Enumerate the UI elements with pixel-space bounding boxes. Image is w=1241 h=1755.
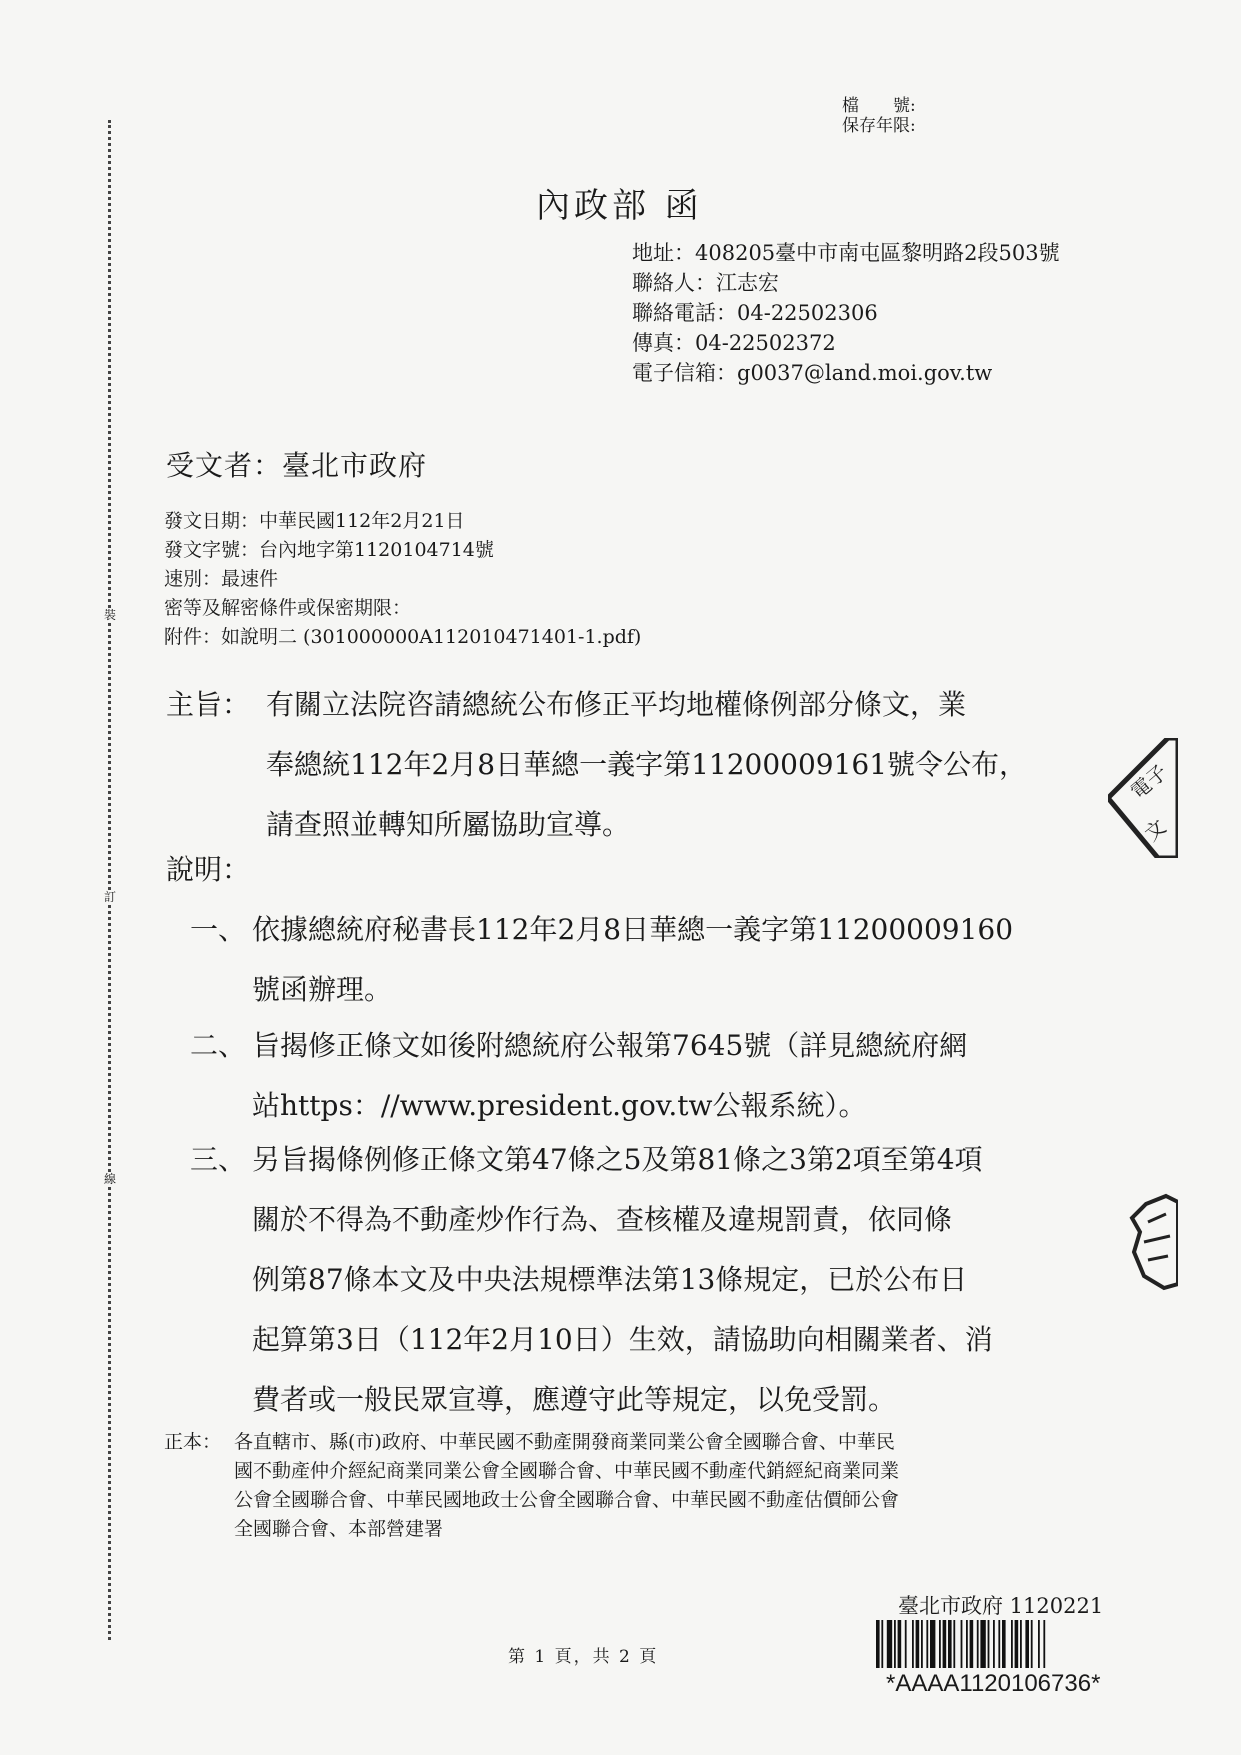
receipt-stamp-text: 臺北市政府 1120221 — [898, 1594, 1104, 1618]
barcode-bar — [993, 1620, 995, 1668]
barcode-bar — [961, 1620, 963, 1668]
barcode-bar — [1038, 1620, 1040, 1668]
barcode-bar — [926, 1620, 928, 1668]
barcode-bar — [943, 1620, 947, 1668]
explanation-label: 說明： — [166, 853, 251, 886]
copies-line: 國不動產仲介經紀商業同業公會全國聯合會、中華民國不動產代銷經紀商業同業 — [234, 1460, 900, 1482]
file-number-label: 檔 號: — [842, 96, 916, 116]
contact-person: 聯絡人：江志宏 — [632, 271, 779, 295]
item-text — [252, 1016, 1072, 1136]
issue-date: 發文日期：中華民國112年2月21日 — [164, 510, 465, 532]
barcode-bar — [977, 1620, 979, 1668]
item-line: 另旨揭條例修正條文第47條之5及第81條之3第2項至第4項 — [252, 1143, 983, 1176]
file-info — [842, 96, 916, 136]
document-meta — [164, 507, 641, 652]
contact-phone: 聯絡電話：04-22502306 — [632, 301, 878, 325]
delivery-speed: 速別：最速件 — [164, 568, 279, 590]
contact-fax: 傳真：04-22502372 — [632, 331, 836, 355]
subject-line: 有關立法院咨請總統公布修正平均地權條例部分條文，業 — [266, 688, 967, 721]
barcode-text: *AAAA1120106736* — [886, 1670, 1101, 1697]
barcode-bar — [970, 1620, 974, 1668]
partial-seal-icon — [1126, 1192, 1178, 1292]
barcode-bar — [905, 1620, 907, 1668]
binding-mark-ding: 訂 — [104, 890, 117, 904]
subject-text — [266, 675, 1066, 855]
barcode-bar — [1043, 1620, 1045, 1668]
barcode-bar — [921, 1620, 923, 1668]
barcode-bar — [1011, 1620, 1013, 1668]
barcode-bar — [898, 1620, 902, 1668]
item-line: 起算第3日（112年2月10日）生效，請協助向相關業者、消 — [252, 1323, 993, 1356]
binding-margin-line — [108, 120, 111, 1640]
barcode-bar — [939, 1620, 941, 1668]
barcode-bar — [966, 1620, 968, 1668]
copies-label: 正本： — [164, 1431, 222, 1453]
subject-line: 請查照並轉知所屬協助宣導。 — [266, 808, 631, 841]
barcode-bar — [1015, 1620, 1019, 1668]
subject-label: 主旨： — [166, 688, 251, 721]
barcode-bar — [980, 1620, 985, 1668]
item-line: 關於不得為不動產炒作行為、查核權及違規罰責，依同條 — [252, 1203, 953, 1236]
attachment-info: 附件：如說明二 (301000000A112010471401-1.pdf) — [164, 626, 642, 648]
item-line: 站https：//www.president.gov.tw公報系統）。 — [252, 1089, 867, 1122]
barcode-bar — [1031, 1620, 1033, 1668]
barcode-bar — [948, 1620, 952, 1668]
subject-line: 奉總統112年2月8日華總一義字第11200009161號令公布， — [266, 748, 1028, 781]
copies-text — [234, 1428, 1064, 1544]
item-line: 旨揭修正條文如後附總統府公報第7645號（詳見總統府網 — [252, 1029, 968, 1062]
copies-line: 各直轄市、縣(市)政府、中華民國不動產開發商業同業公會全國聯合會、中華民 — [234, 1431, 895, 1453]
barcode — [876, 1620, 1104, 1668]
contact-email: 電子信箱：g0037@land.moi.gov.tw — [632, 361, 993, 385]
barcode-bar — [916, 1620, 920, 1668]
document-title: 內政部 函 — [536, 186, 703, 226]
barcode-bar — [930, 1620, 935, 1668]
item-line: 依據總統府秘書長112年2月8日華總一義字第11200009160 — [252, 913, 1014, 946]
item-text — [252, 900, 1072, 1020]
copies-line: 公會全國聯合會、中華民國地政士公會全國聯合會、中華民國不動產估價師公會 — [234, 1489, 900, 1511]
barcode-bar — [953, 1620, 955, 1668]
document-number: 發文字號：台內地字第1120104714號 — [164, 539, 494, 561]
electronic-seal-icon — [1108, 738, 1178, 858]
item-line: 號函辦理。 — [252, 973, 393, 1006]
barcode-bar — [876, 1620, 880, 1668]
barcode-bar — [1020, 1620, 1022, 1668]
barcode-bar — [998, 1620, 1000, 1668]
barcode-bar — [1025, 1620, 1029, 1668]
barcode-bar — [912, 1620, 914, 1668]
binding-mark-xian: 線 — [104, 1172, 117, 1186]
copies-line: 全國聯合會、本部營建署 — [234, 1518, 444, 1540]
item-line: 例第87條本文及中央法規標準法第13條規定，已於公布日 — [252, 1263, 968, 1296]
item-text — [252, 1130, 1072, 1430]
barcode-bar — [881, 1620, 883, 1668]
contact-address: 地址：408205臺中市南屯區黎明路2段503號 — [632, 241, 1060, 265]
item-line: 費者或一般民眾宣導，應遵守此等規定，以免受罰。 — [252, 1383, 897, 1416]
barcode-bar — [894, 1620, 896, 1668]
item-number: 二、 — [190, 1029, 247, 1062]
seal-text: 文 — [1139, 814, 1171, 846]
recipient: 受文者：臺北市政府 — [166, 449, 428, 482]
seal-text: 電子 — [1125, 759, 1172, 804]
binding-mark-zhuang: 裝 — [104, 608, 117, 622]
barcode-bar — [1002, 1620, 1006, 1668]
contact-block — [632, 238, 1072, 388]
item-number: 一、 — [190, 913, 247, 946]
barcode-bar — [887, 1620, 892, 1668]
barcode-bar — [988, 1620, 990, 1668]
secrecy-level: 密等及解密條件或保密期限： — [164, 597, 412, 619]
retention-label: 保存年限: — [842, 116, 916, 136]
item-number: 三、 — [190, 1143, 247, 1176]
page-number: 第 1 頁，共 2 頁 — [508, 1647, 659, 1667]
